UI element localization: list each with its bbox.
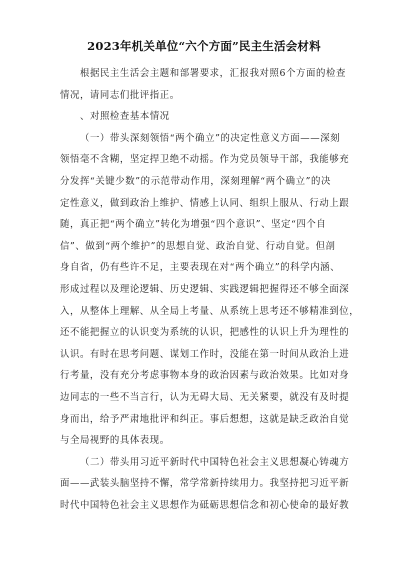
paragraph-line: 面——武装头脑坚持不懈，常学常新持续用力。我坚持把习近平新 [60, 478, 350, 490]
paragraph-line: 情况，请同志们批评指正。 [60, 89, 180, 101]
paragraph-line: 领悟毫不含糊，坚定捍卫绝不动摇。作为党员领导干部，我能够充 [60, 154, 350, 166]
paragraph-line: 边同志的一些不当言行，认为无碍大局、无关紧要，就没有及时提 [60, 391, 350, 403]
paragraph-line: 入，从整体上理解、从全局上考量、从系统上思考还不够精准到位， [60, 305, 360, 317]
paragraph-line: 还不能把握立的认识变为系统的认识，把感性的认识上升为理性的 [60, 327, 350, 339]
paragraph-line: 信”、做到“两个维护”的思想自觉、政治自觉、行动自觉。但剖 [60, 240, 336, 252]
paragraph-line: 根据民主生活会主题和部署要求，汇报我对照6个方面的检查 [80, 68, 346, 79]
section-heading: 、对照检查基本情况 [80, 111, 170, 123]
paragraph-line: 时代中国特色社会主义思想作为砥砺思想信念和初心使命的最好教 [60, 499, 350, 511]
paragraph-line: （二）带头用习近平新时代中国特色社会主义思想凝心铸魂方 [80, 456, 350, 468]
paragraph-line: 分发挥“关键少数”的示范带动作用，深刻理解“两个确立”的决 [60, 175, 331, 187]
paragraph-line: 身自省，仍有些许不足，主要表现在对“两个确立”的科学内涵、 [60, 262, 341, 274]
document-title: 2023年机关单位“六个方面”民主生活会材料 [87, 39, 321, 53]
paragraph-line: 与全局视野的具体表现。 [60, 435, 170, 447]
document-body [60, 63, 360, 516]
paragraph-line: （一）带头深刻领悟“两个确立”的决定性意义方面——深刻 [80, 132, 341, 144]
paragraph-line: 身而出，给予严肃地批评和纠正。事后想想，这就是缺乏政治自觉 [60, 413, 350, 425]
paragraph-line: 形成过程以及理论逻辑、历史逻辑、实践逻辑把握得还不够全面深 [60, 283, 350, 295]
paragraph-line: 行考量，没有充分考虑事物本身的政治因素与政治效果。比如对身 [60, 370, 350, 382]
paragraph-line: 定性意义，做到政治上维护、情感上认同、组织上服从、行动上跟 [60, 197, 350, 209]
paragraph-line: 随，真正把“两个确立”转化为增强“四个意识”、坚定“四个自 [60, 219, 327, 231]
paragraph-line: 认识。有时在思考问题、谋划工作时，没能在第一时间从政治上进 [60, 348, 350, 360]
